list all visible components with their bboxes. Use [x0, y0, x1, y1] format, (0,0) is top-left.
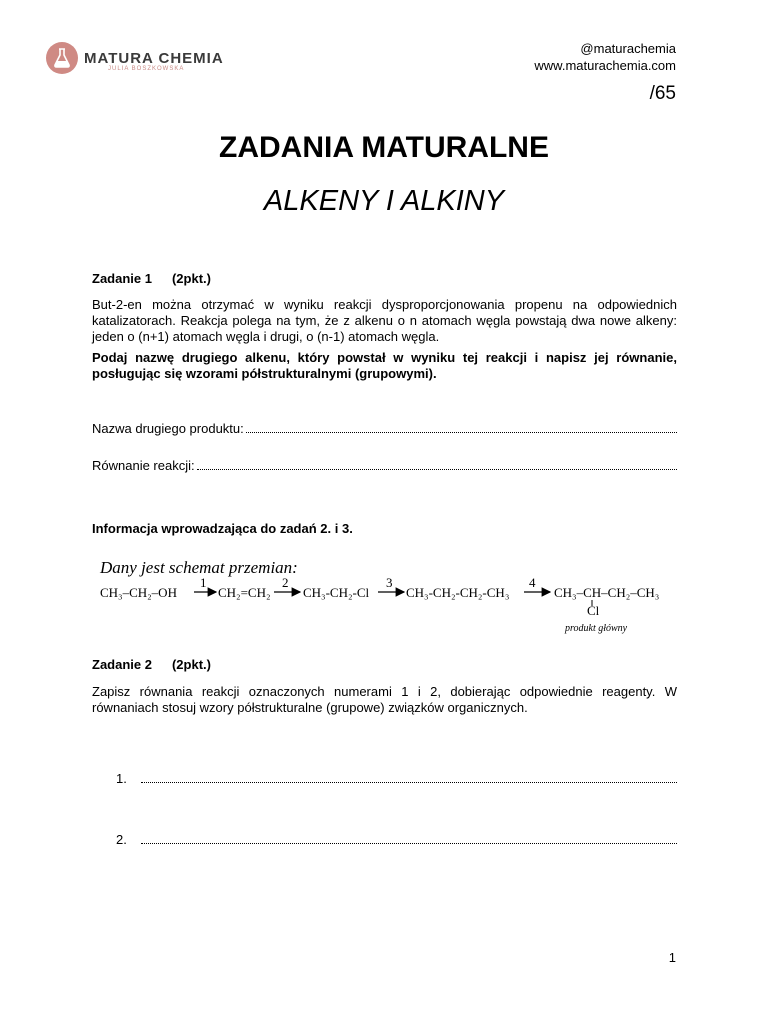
page-number: 1 [668, 950, 676, 965]
substituent-cl: Cl [587, 603, 600, 618]
task1-label: Zadanie 1 [92, 271, 152, 286]
compound-butane: CH₃-CH₂-CH₂-CH₃ [406, 585, 510, 600]
scheme-title: Dany jest schemat przemian: [100, 558, 298, 577]
answer-equation-field[interactable] [197, 459, 677, 470]
task1-header [92, 271, 211, 286]
website-link: www.maturachemia.com [534, 58, 676, 73]
compound-ethanol: CH₃–CH₂–OH [100, 585, 177, 600]
answer-name-field[interactable] [246, 422, 677, 433]
task2-answer-2[interactable] [116, 832, 677, 847]
task2-header [92, 657, 211, 672]
task2-text: Zapisz równania reakcji oznaczonych numerami 1 i 2, dobierając odpowiednie reagenty. W równaniach stosuj wzory półstrukturalne (grupowe) związków organicznych. [92, 684, 677, 715]
social-handle: @maturachemia [580, 41, 676, 56]
answer-2-field[interactable] [141, 833, 677, 844]
score-total: /65 [649, 83, 676, 104]
page-subtitle: ALKENY I ALKINY [263, 185, 505, 217]
compound-chloroethane: CH₃-CH₂-Cl [303, 585, 370, 600]
logo-subtitle: JULIA BOSZKOWSKA [108, 66, 185, 72]
task2-points: (2pkt.) [171, 657, 211, 672]
task1-instruction: Podaj nazwę drugiego alkenu, który powstał w wyniku tej reakcji i napisz jej równanie, posługując się wzorami półstrukturalnymi (grupowymi). [92, 350, 677, 381]
task1-points: (2pkt.) [171, 271, 211, 286]
compound-2-chlorobutane: CH₃–CH–CH₂–CH₃ [554, 585, 660, 600]
answer-2-number: 2. [116, 832, 127, 847]
answer-1-number: 1. [116, 771, 127, 786]
logo-icon [46, 42, 78, 74]
step-4: 4 [529, 575, 536, 590]
step-3: 3 [386, 575, 393, 590]
step-2: 2 [282, 575, 289, 590]
task1-answer-equation[interactable] [92, 458, 677, 474]
product-note: produkt główny [565, 623, 628, 634]
task1-answer-name[interactable] [92, 421, 677, 437]
contact-block [534, 40, 676, 74]
task2-label: Zadanie 2 [92, 657, 152, 672]
step-1: 1 [200, 575, 207, 590]
flask-icon [53, 48, 71, 68]
task1-intro: But-2-en można otrzymać w wyniku reakcji dysproporcjonowania propenu na odpowiednich katalizatorach. Reakcja polega na tym, że z alkenu o n atomach węgla powstają dwa nowe alkeny: jeden o (n+1) atomach węgla i drugi, o (n-1) atomach węgla. [92, 297, 677, 344]
answer-1-field[interactable] [141, 772, 677, 783]
task2-answer-1[interactable] [116, 771, 677, 786]
page-title: ZADANIA MATURALNE [219, 131, 549, 164]
answer-name-label: Nazwa drugiego produktu: [92, 421, 244, 436]
compound-ethene: CH₂=CH₂ [218, 585, 271, 600]
answer-equation-label: Równanie reakcji: [92, 458, 195, 473]
reaction-scheme [92, 572, 692, 637]
info-heading: Informacja wprowadzająca do zadań 2. i 3. [92, 521, 353, 536]
logo-name: MATURA CHEMIA [84, 50, 224, 67]
